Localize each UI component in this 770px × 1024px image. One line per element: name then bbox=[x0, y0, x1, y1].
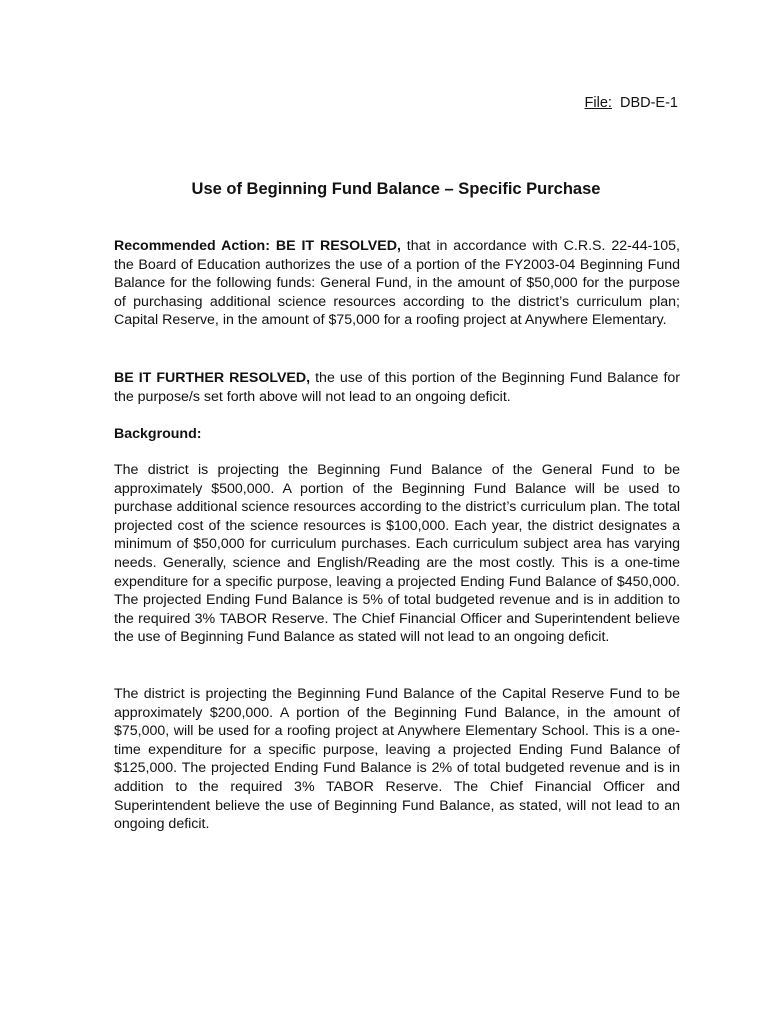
recommended-action-text: that in accordance with C.R.S. 22-44-105, the Board of Education authorizes the use of a portion of the FY2003-04 Beginning Fund Balance for the following funds: General Fund, in the amount of $50,000 for the purpose of purchasing additional science resources according to the district’s curriculum plan; Capital Reserve, in the amount of $75,000 for a roofing project at Anywhere Elementary. bbox=[114, 238, 680, 329]
background-paragraph-capital-reserve: The district is projecting the Beginning Fund Balance of the Capital Reserve Fund to be approximately $200,000. A portion of the Beginning Fund Balance, in the amount of $75,000, will be used for a roofing project at Anywhere Elementary School. This is a one-time expenditure for a specific purpose, leaving a projected Ending Fund Balance of $125,000. The projected Ending Fund Balance is 2% of total budgeted revenue and is in addition to the required 3% TABOR Reserve. The Chief Financial Officer and Superintendent believe the use of Beginning Fund Balance, as stated, will not lead to an ongoing deficit. bbox=[114, 686, 680, 833]
recommended-action-lead: Recommended Action: BE IT RESOLVED, bbox=[114, 238, 401, 254]
further-resolved-paragraph bbox=[114, 369, 680, 406]
recommended-action-paragraph bbox=[114, 237, 680, 330]
file-label: File: bbox=[584, 95, 612, 111]
file-code: DBD-E-1 bbox=[619, 95, 678, 111]
further-resolved-lead: BE IT FURTHER RESOLVED, bbox=[114, 370, 311, 386]
background-heading: Background: bbox=[114, 426, 202, 442]
document-title: Use of Beginning Fund Balance – Specific Purchase bbox=[191, 180, 601, 198]
background-paragraph-general-fund: The district is projecting the Beginning Fund Balance of the General Fund to be approximately $500,000. A portion of the Beginning Fund Balance will be used to purchase additional science resources according to the district’s curriculum plan. The total projected cost of the science resources is $100,000. Each year, the district designates a minimum of $50,000 for curriculum purchases. Each curriculum subject area has varying needs. Generally, science and English/Reading are the most costly. This is a one-time expenditure for a specific purpose, leaving a projected Ending Fund Balance of $450,000. The projected Ending Fund Balance is 5% of total budgeted revenue and is in addition to the required 3% TABOR Reserve. The Chief Financial Officer and Superintendent believe the use of Beginning Fund Balance as stated will not lead to an ongoing deficit. bbox=[114, 462, 680, 646]
file-reference bbox=[585, 94, 678, 112]
further-resolved-text: the use of this portion of the Beginning Fund Balance for the purpose/s set forth above will not lead to an ongoing deficit. bbox=[114, 370, 681, 405]
